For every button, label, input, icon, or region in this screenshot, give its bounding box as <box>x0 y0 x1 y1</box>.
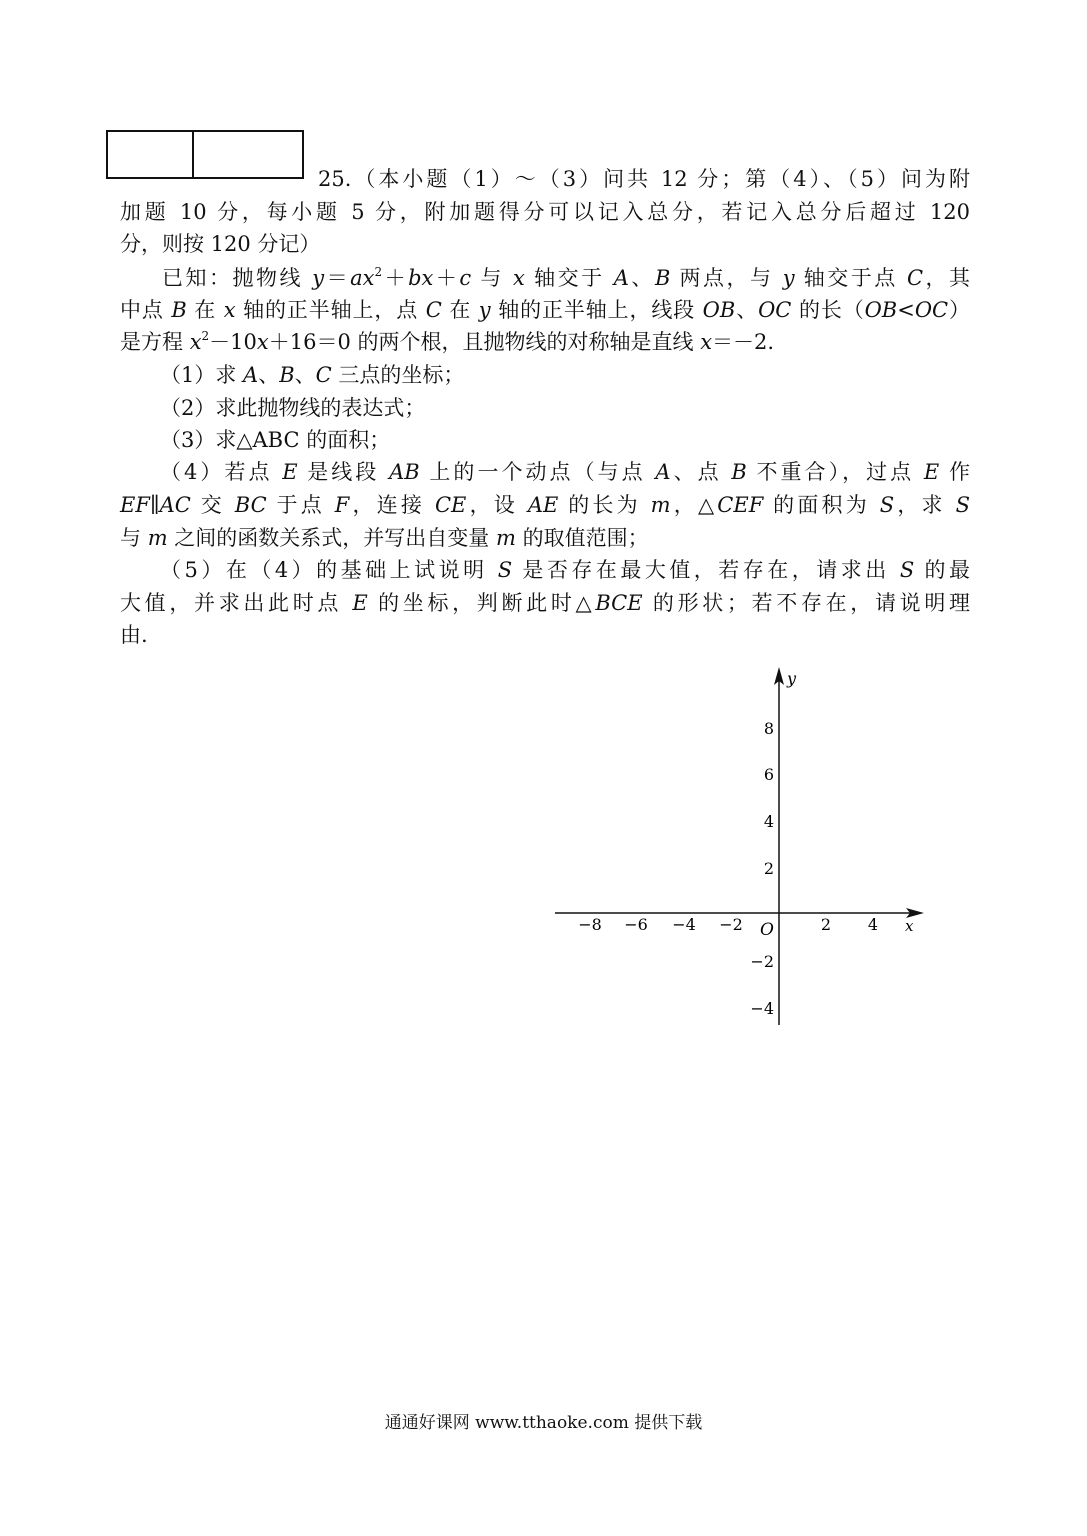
y-ticks <box>750 719 774 1018</box>
question-1: （1）求 A、B、C 三点的坐标； <box>160 363 465 387</box>
given-line-2: 中点 B 在 x 轴的正半轴上，点 C 在 y 轴的正半轴上，线段 OB、OC 的长（OB<OC） <box>120 298 970 322</box>
coordinate-graph <box>545 660 935 1035</box>
y-tick-label: 6 <box>763 765 774 784</box>
problem-header-line-3: 分，则按 120 分记） <box>120 232 321 256</box>
x-tick-label: 4 <box>867 915 879 934</box>
x-axis-label: x <box>905 917 914 935</box>
x-tick-label: −8 <box>578 915 602 934</box>
question-3: （3）求△ABC 的面积； <box>160 428 391 452</box>
question-4-line-2: EF∥AC 交 BC 于点 F，连接 CE，设 AE 的长为 m，△CEF 的面积为 S，求 S <box>120 493 970 517</box>
problem-header-line-2: 加题 10 分，每小题 5 分，附加题得分可以记入总分，若记入总分后超过 120 <box>120 200 970 224</box>
score-cell-score <box>194 132 302 177</box>
x-ticks <box>578 915 878 934</box>
x-tick-label: −6 <box>624 915 648 934</box>
question-4-line-3: 与 m 之间的函数关系式，并写出自变量 m 的取值范围； <box>120 526 649 550</box>
given-line-1: 已知：抛物线 $y=ax^2+bx+c$ 与 x 轴交于 A、B 两点，与 y 轴交于点 C，其 <box>162 265 971 290</box>
footer-credit: 通通好课网 www.tthaoke.com 提供下载 <box>384 1413 703 1433</box>
score-box <box>106 130 304 179</box>
y-axis-label: y <box>787 669 797 688</box>
question-5-line-1: （5）在（4）的基础上试说明 S 是否存在最大值，若存在，请求出 S 的最 <box>160 558 970 582</box>
given-line-3: 是方程 $x^2-10x+16=0$ 的两个根，且抛物线的对称轴是直线 x＝－2. <box>120 329 775 354</box>
origin-label: O <box>760 920 774 940</box>
question-5-line-3: 由. <box>120 623 148 647</box>
score-cell-reviewer <box>108 132 194 177</box>
y-tick-label: −2 <box>750 952 774 971</box>
y-tick-label: 2 <box>763 859 774 878</box>
y-tick-label: −4 <box>750 999 774 1018</box>
x-tick-label: 2 <box>820 915 832 934</box>
x-tick-label: −2 <box>719 915 743 934</box>
question-2: （2）求此抛物线的表达式； <box>160 396 426 420</box>
question-5-line-2: 大值，并求出此时点 E 的坐标，判断此时△BCE 的形状；若不存在，请说明理 <box>120 591 970 615</box>
question-4-line-1: （4）若点 E 是线段 AB 上的一个动点（与点 A、点 B 不重合），过点 E 作 <box>160 460 970 484</box>
y-tick-label: 4 <box>763 812 774 831</box>
problem-lead: 25.（本小题（1）～（3）问共 12 分；第（4）、（5）问为附 <box>318 167 970 191</box>
y-tick-label: 8 <box>763 719 774 738</box>
x-tick-label: −4 <box>672 915 696 934</box>
